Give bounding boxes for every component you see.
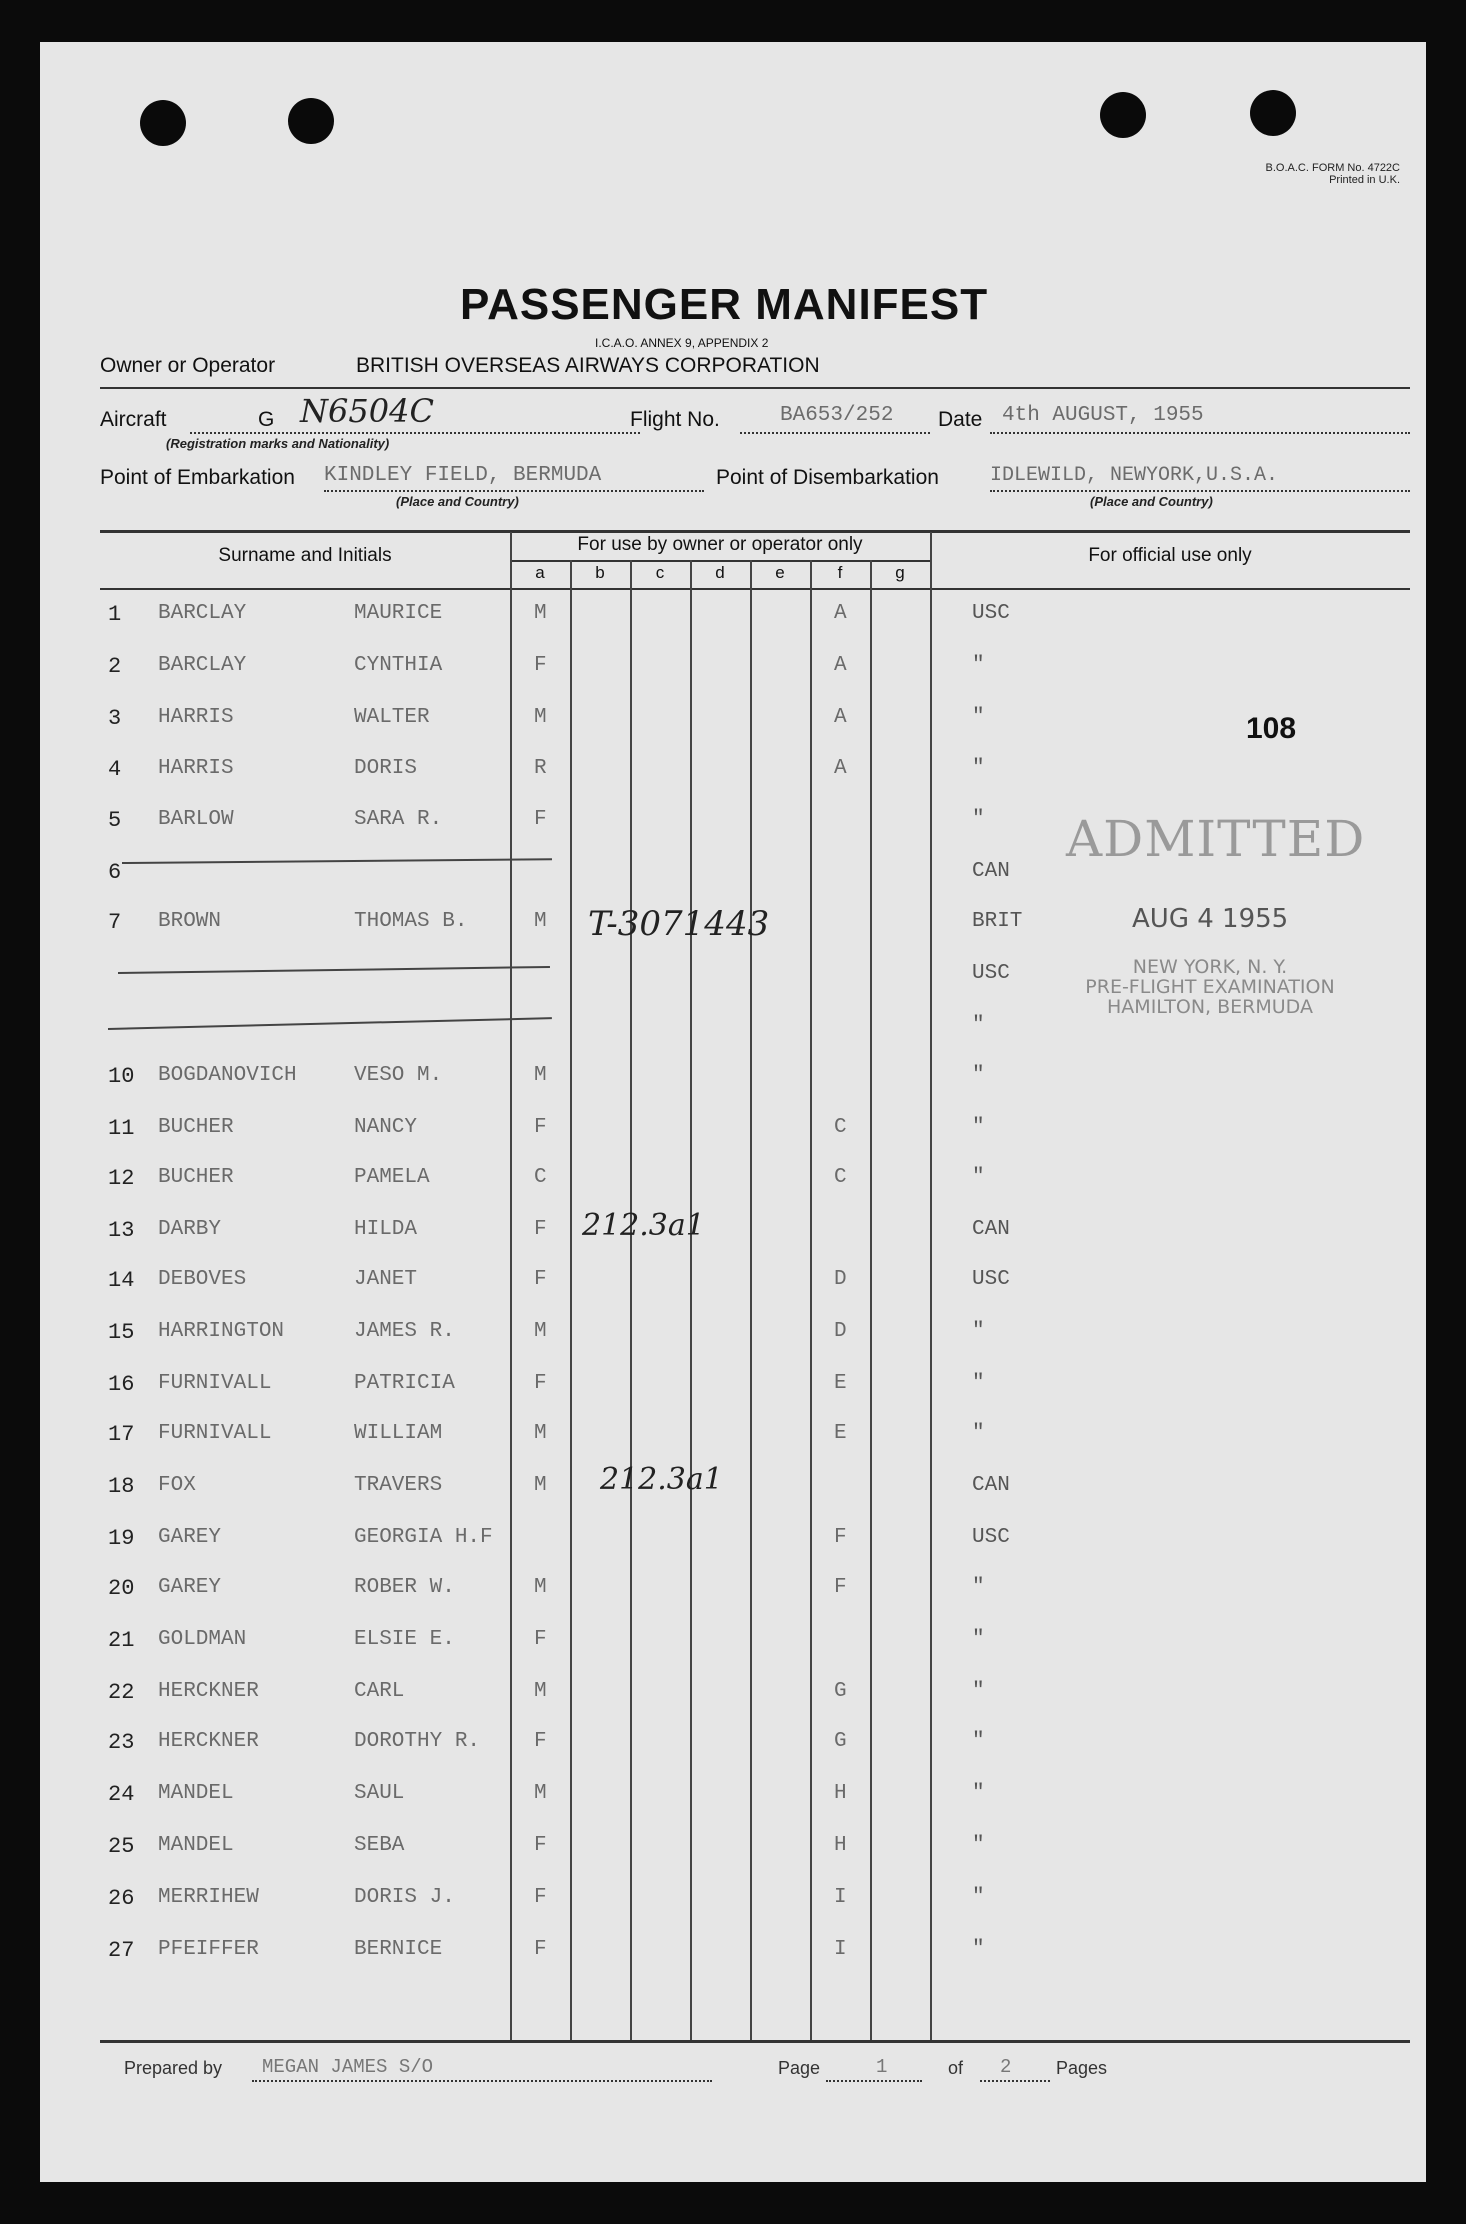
row-f: C	[834, 1116, 847, 1139]
date-value: 4th AUGUST, 1955	[1002, 404, 1204, 427]
admitted-date: AUG 4 1955	[1132, 904, 1289, 934]
row-given: GEORGIA H.F	[354, 1526, 493, 1549]
row-official: "	[972, 706, 985, 729]
prepared-value: MEGAN JAMES S/O	[262, 2056, 434, 2078]
row-a: F	[534, 1730, 547, 1753]
row-surname: BUCHER	[158, 1166, 234, 1189]
col-header-owner-use: For use by owner or operator only	[577, 534, 863, 555]
owner-value: BRITISH OVERSEAS AIRWAYS CORPORATION	[356, 354, 820, 377]
of-label: of	[948, 2058, 964, 2078]
row-official: "	[972, 1116, 985, 1139]
row-a: M	[534, 1320, 547, 1343]
form-number-block	[1150, 162, 1400, 186]
owner-label: Owner or Operator	[100, 354, 276, 377]
row-f: D	[834, 1320, 847, 1343]
page-underline	[826, 2080, 922, 2082]
owner-rule	[100, 387, 1410, 389]
row-surname: BOGDANOVICH	[158, 1064, 297, 1087]
row-official: "	[972, 1014, 985, 1037]
aircraft-value: N6504C	[300, 392, 434, 430]
disembark-label: Point of Disembarkation	[716, 466, 939, 489]
row-f: D	[834, 1268, 847, 1291]
row-official: CAN	[972, 1474, 1010, 1497]
row-num: 5	[108, 808, 122, 833]
row-given: MAURICE	[354, 602, 443, 625]
stamp-line1: NEW YORK, N. Y.	[1132, 956, 1288, 978]
disembark-underline	[990, 490, 1410, 492]
row-official: CAN	[972, 860, 1010, 883]
handwritten-row7: T-3071443	[588, 904, 770, 944]
column-rule	[570, 560, 572, 2040]
row-surname: FOX	[158, 1474, 196, 1497]
embark-label: Point of Embarkation	[100, 466, 295, 489]
row-num: 6	[108, 860, 122, 885]
row-a: F	[534, 1372, 547, 1395]
row-a: F	[534, 1268, 547, 1291]
handwritten-row18: 212.3a1	[600, 1462, 723, 1497]
column-rule	[870, 560, 872, 2040]
of-value: 2	[1000, 2056, 1012, 2078]
row-num: 20	[108, 1576, 135, 1601]
sub-col-f: f	[837, 563, 843, 582]
row-num: 26	[108, 1886, 135, 1911]
prepared-label: Prepared by	[124, 2058, 223, 2078]
row-official: "	[972, 1064, 985, 1087]
row-num: 22	[108, 1680, 135, 1705]
row-official: "	[972, 1628, 985, 1651]
row-surname: HERCKNER	[158, 1680, 259, 1703]
table-top-rule	[100, 530, 1410, 533]
row-given: DORIS J.	[354, 1886, 455, 1909]
row-f: F	[834, 1576, 847, 1599]
handwritten-row13: 212.3a1	[582, 1208, 705, 1243]
row-official: "	[972, 1680, 985, 1703]
sub-col-d: d	[715, 563, 725, 582]
aircraft-prefix: G	[258, 408, 275, 431]
row-a: M	[534, 1474, 547, 1497]
aircraft-label: Aircraft	[100, 408, 167, 431]
row-num: 1	[108, 602, 122, 627]
row-f: A	[834, 602, 847, 625]
col-header-name: Surname and Initials	[218, 545, 392, 566]
row-a: R	[534, 757, 547, 780]
row-f: I	[834, 1938, 847, 1961]
row-a: F	[534, 1834, 547, 1857]
row-given: THOMAS B.	[354, 910, 468, 933]
row-surname: FURNIVALL	[158, 1372, 272, 1395]
row-given: TRAVERS	[354, 1474, 443, 1497]
row-a: F	[534, 1938, 547, 1961]
row-surname: GAREY	[158, 1526, 222, 1549]
column-rule	[510, 532, 512, 2040]
row-official: "	[972, 1834, 985, 1857]
row-f: A	[834, 757, 847, 780]
row-a: M	[534, 602, 547, 625]
form-number: B.O.A.C. FORM No. 4722C	[1265, 162, 1400, 174]
row-official: "	[972, 1320, 985, 1343]
sub-col-b: b	[595, 563, 605, 582]
row-given: WALTER	[354, 706, 430, 729]
row-num: 2	[108, 654, 122, 679]
row-official: CAN	[972, 1218, 1010, 1241]
row-surname: DEBOVES	[158, 1268, 247, 1291]
row-given: JANET	[354, 1268, 418, 1291]
strike-row-6	[122, 858, 552, 864]
row-official: "	[972, 1782, 985, 1805]
row-given: CYNTHIA	[354, 654, 443, 677]
row-official: USC	[972, 602, 1010, 625]
column-rule	[930, 532, 932, 2040]
row-a: M	[534, 1782, 547, 1805]
printed-in: Printed in U.K.	[1329, 174, 1400, 186]
punch-hole-4	[1250, 90, 1296, 136]
row-f: E	[834, 1422, 847, 1445]
row-official: "	[972, 1422, 985, 1445]
row-official: "	[972, 1166, 985, 1189]
row-a: M	[534, 1422, 547, 1445]
row-a: F	[534, 1218, 547, 1241]
row-num: 13	[108, 1218, 135, 1243]
row-f: H	[834, 1834, 847, 1857]
sub-col-c: c	[655, 563, 665, 582]
row-given: PATRICIA	[354, 1372, 455, 1395]
row-surname: GOLDMAN	[158, 1628, 247, 1651]
manifest-page	[40, 42, 1426, 2182]
row-num: 15	[108, 1320, 135, 1345]
disembark-hint: (Place and Country)	[1090, 494, 1213, 509]
form-subtitle: I.C.A.O. ANNEX 9, APPENDIX 2	[595, 336, 769, 350]
row-given: BERNICE	[354, 1938, 443, 1961]
row-num: 11	[108, 1116, 135, 1141]
row-official: "	[972, 1886, 985, 1909]
row-given: VESO M.	[354, 1064, 443, 1087]
admitted-details	[1040, 957, 1380, 1017]
row-num: 14	[108, 1268, 135, 1293]
flight-label: Flight No.	[630, 408, 720, 431]
row-a: C	[534, 1166, 547, 1189]
row-given: NANCY	[354, 1116, 418, 1139]
punch-hole-1	[140, 100, 186, 146]
row-a: M	[534, 706, 547, 729]
row-num: 16	[108, 1372, 135, 1397]
of-underline	[980, 2080, 1050, 2082]
page-value: 1	[876, 2056, 888, 2078]
row-official: "	[972, 808, 985, 831]
row-official: "	[972, 757, 985, 780]
row-surname: PFEIFFER	[158, 1938, 259, 1961]
row-num: 23	[108, 1730, 135, 1755]
row-surname: BARCLAY	[158, 654, 247, 677]
row-f: F	[834, 1526, 847, 1549]
row-a: F	[534, 808, 547, 831]
embark-value: KINDLEY FIELD, BERMUDA	[324, 464, 602, 487]
row-official: USC	[972, 1526, 1010, 1549]
row-num: 10	[108, 1064, 135, 1089]
embark-hint: (Place and Country)	[396, 494, 519, 509]
row-num: 17	[108, 1422, 135, 1447]
row-surname: MANDEL	[158, 1782, 234, 1805]
row-f: A	[834, 706, 847, 729]
table-sub-rule	[510, 560, 930, 562]
stamp-line2: PRE-FLIGHT EXAMINATION	[1085, 976, 1335, 998]
col-header-official: For official use only	[1088, 545, 1252, 566]
date-label: Date	[938, 408, 983, 431]
row-num: 3	[108, 706, 122, 731]
punch-hole-2	[288, 98, 334, 144]
row-num: 12	[108, 1166, 135, 1191]
row-official: "	[972, 1576, 985, 1599]
prepared-underline	[252, 2080, 712, 2082]
sub-col-a: a	[535, 563, 545, 582]
row-given: PAMELA	[354, 1166, 430, 1189]
page-label: Page	[778, 2058, 821, 2078]
disembark-value: IDLEWILD, NEWYORK,U.S.A.	[990, 464, 1279, 487]
row-num: 4	[108, 757, 122, 782]
admitted-stamp: ADMITTED	[1066, 810, 1366, 868]
strike-row-9	[108, 1017, 552, 1030]
row-surname: BARCLAY	[158, 602, 247, 625]
row-f: E	[834, 1372, 847, 1395]
row-a: M	[534, 1576, 547, 1599]
row-f: G	[834, 1680, 847, 1703]
column-rule	[630, 560, 632, 2040]
row-a: F	[534, 1628, 547, 1651]
column-rule	[810, 560, 812, 2040]
row-f: G	[834, 1730, 847, 1753]
row-surname: BROWN	[158, 910, 222, 933]
sub-col-e: e	[775, 563, 785, 582]
row-f: C	[834, 1166, 847, 1189]
row-given: SARA R.	[354, 808, 443, 831]
row-given: JAMES R.	[354, 1320, 455, 1343]
aircraft-underline	[190, 432, 640, 434]
row-given: SAUL	[354, 1782, 405, 1805]
row-official: "	[972, 654, 985, 677]
row-official: BRIT	[972, 910, 1023, 933]
row-given: WILLIAM	[354, 1422, 443, 1445]
flight-value: BA653/252	[780, 404, 894, 427]
row-a: M	[534, 1064, 547, 1087]
row-official: USC	[972, 1268, 1010, 1291]
row-given: DOROTHY R.	[354, 1730, 481, 1753]
row-num: 25	[108, 1834, 135, 1859]
stamp-line3: HAMILTON, BERMUDA	[1107, 996, 1313, 1018]
row-surname: HARRIS	[158, 706, 234, 729]
row-surname: HARRINGTON	[158, 1320, 285, 1343]
page-number-108: 108	[1246, 712, 1297, 745]
row-f: H	[834, 1782, 847, 1805]
row-num: 19	[108, 1526, 135, 1551]
pages-label: Pages	[1056, 2058, 1108, 2078]
row-a: F	[534, 1886, 547, 1909]
table-head-bottom	[100, 588, 1410, 590]
row-official: USC	[972, 962, 1010, 985]
date-underline	[990, 432, 1410, 434]
column-rule	[690, 560, 692, 2040]
row-f: A	[834, 654, 847, 677]
row-given: DORIS	[354, 757, 418, 780]
row-given: ROBER W.	[354, 1576, 455, 1599]
row-surname: FURNIVALL	[158, 1422, 272, 1445]
row-num: 18	[108, 1474, 135, 1499]
row-official: "	[972, 1938, 985, 1961]
row-official: "	[972, 1730, 985, 1753]
table-bottom-rule	[100, 2040, 1410, 2043]
row-surname: HARRIS	[158, 757, 234, 780]
row-a: F	[534, 654, 547, 677]
row-num: 27	[108, 1938, 135, 1963]
row-num: 7	[108, 910, 122, 935]
embark-underline	[324, 490, 704, 492]
row-surname: HERCKNER	[158, 1730, 259, 1753]
row-surname: BUCHER	[158, 1116, 234, 1139]
row-given: ELSIE E.	[354, 1628, 455, 1651]
row-official: "	[972, 1372, 985, 1395]
sub-col-g: g	[895, 563, 905, 582]
row-surname: MANDEL	[158, 1834, 234, 1857]
row-a: M	[534, 1680, 547, 1703]
punch-hole-3	[1100, 92, 1146, 138]
aircraft-hint: (Registration marks and Nationality)	[166, 436, 390, 451]
row-given: CARL	[354, 1680, 405, 1703]
flight-underline	[740, 432, 930, 434]
row-surname: BARLOW	[158, 808, 234, 831]
row-num: 21	[108, 1628, 135, 1653]
row-given: SEBA	[354, 1834, 405, 1857]
column-rule	[750, 560, 752, 2040]
row-surname: DARBY	[158, 1218, 222, 1241]
row-surname: MERRIHEW	[158, 1886, 259, 1909]
row-a: M	[534, 910, 547, 933]
strike-row-8	[118, 966, 550, 974]
row-a: F	[534, 1116, 547, 1139]
row-num: 24	[108, 1782, 135, 1807]
row-given: HILDA	[354, 1218, 418, 1241]
form-title: PASSENGER MANIFEST	[460, 280, 989, 329]
row-surname: GAREY	[158, 1576, 222, 1599]
row-f: I	[834, 1886, 847, 1909]
